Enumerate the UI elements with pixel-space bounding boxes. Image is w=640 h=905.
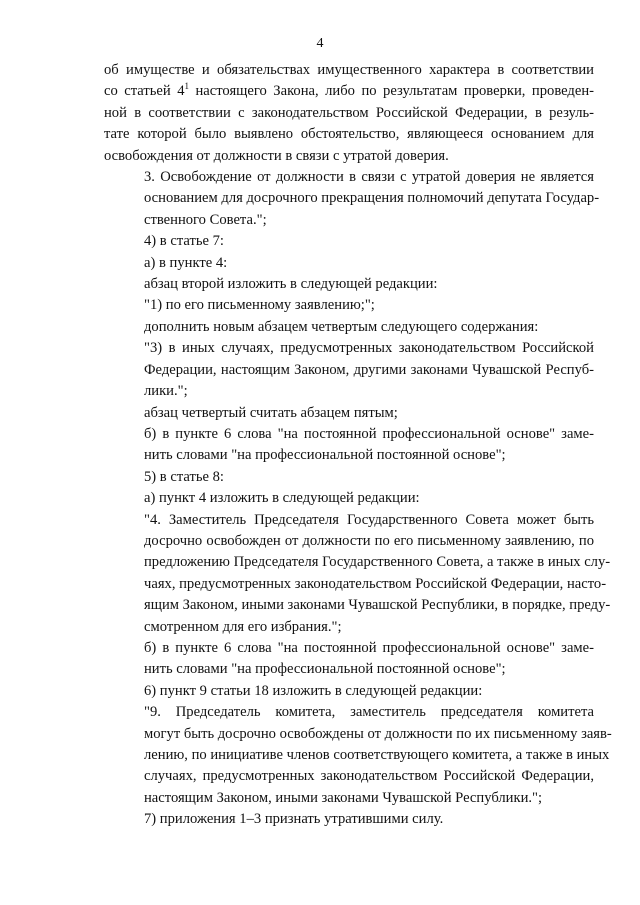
text-line: ной в соответствии с законодательством Российской Федерации, в резуль- <box>104 104 594 121</box>
text-line: настоящим Законом, иными законами Чувашской Республики."; <box>144 789 543 806</box>
paragraph <box>104 338 594 402</box>
paragraph <box>104 681 594 702</box>
text-line: 5) в статье 8: <box>144 468 224 485</box>
paragraph <box>104 317 594 338</box>
text-line: б) в пункте 6 слова "на постоянной профессиональной основе" заме- <box>144 639 594 656</box>
paragraph <box>104 702 612 809</box>
text-line: "1) по его письменному заявлению;"; <box>144 297 375 314</box>
text-line: смотренном для его избрания."; <box>144 618 342 635</box>
text-line: Федерации, настоящим Законом, другими законами Чувашской Респуб- <box>144 361 594 378</box>
paragraph <box>104 809 594 830</box>
page-number: 4 <box>316 36 324 51</box>
text-line: об имуществе и обязательствах имущественного характера в соответствии <box>104 62 594 78</box>
text-line: освобождения от должности в связи с утратой доверия. <box>104 147 449 164</box>
text-line: тате которой было выявлено обстоятельство, являющееся основанием для <box>104 126 594 143</box>
text-line: нить словами "на профессиональной постоянной основе"; <box>144 661 506 678</box>
text-line: а) в пункте 4: <box>144 254 228 271</box>
paragraph <box>104 488 594 509</box>
paragraph <box>104 424 594 467</box>
text-line: могут быть досрочно освобождены от должности по их письменному заяв- <box>144 725 612 742</box>
text-line: чаях, предусмотренных законодательством Российской Федерации, насто- <box>144 575 607 592</box>
paragraph <box>104 231 594 252</box>
text-line: досрочно освобожден от должности по его письменному заявлению, по <box>144 532 594 549</box>
text-line: а) пункт 4 изложить в следующей редакции: <box>144 490 420 507</box>
text-line: "9. Председатель комитета, заместитель председателя комитета <box>144 704 594 721</box>
paragraph <box>104 60 594 167</box>
text-line: предложению Председателя Государственного Совета, а также в иных слу- <box>144 554 611 571</box>
text-line: 7) приложения 1–3 признать утратившими силу. <box>144 811 444 828</box>
paragraph <box>104 274 594 295</box>
text-line: "3) в иных случаях, предусмотренных законодательством Российской <box>144 340 594 357</box>
text-line: б) в пункте 6 слова "на постоянной профессиональной основе" заме- <box>144 425 594 442</box>
text-line: лению, по инициативе членов соответствующего комитета, а также в иных <box>144 747 610 763</box>
text-line: "4. Заместитель Председателя Государственного Совета может быть <box>144 511 594 528</box>
text-line: абзац четвертый считать абзацем пятым; <box>144 404 398 421</box>
text-line: основанием для досрочного прекращения полномочий депутата Государ- <box>144 190 600 207</box>
text-line: лики."; <box>144 383 188 400</box>
paragraph <box>104 638 594 681</box>
paragraph <box>104 467 594 488</box>
paragraph <box>104 295 594 316</box>
text-line: дополнить новым абзацем четвертым следующего содержания: <box>144 318 539 335</box>
text-line: со статьей $4^1$ настоящего Закона, либо по результатам проверки, проведен- <box>104 81 594 100</box>
paragraph <box>104 510 611 638</box>
text-line: ящим Законом, иными законами Чувашской Республики, в порядке, преду- <box>144 597 611 614</box>
paragraph <box>104 253 594 274</box>
paragraph <box>104 167 600 231</box>
document-body <box>104 60 612 831</box>
text-line: случаях, предусмотренных законодательством Российской Федерации, <box>144 768 594 785</box>
text-line: нить словами "на профессиональной постоянной основе"; <box>144 447 506 464</box>
text-line: 3. Освобождение от должности в связи с утратой доверия не является <box>144 169 594 186</box>
paragraph <box>104 403 594 424</box>
text-line: ственного Совета."; <box>144 211 267 228</box>
text-line: абзац второй изложить в следующей редакции: <box>144 276 438 293</box>
text-line: 6) пункт 9 статьи 18 изложить в следующей редакции: <box>144 682 483 699</box>
text-line: 4) в статье 7: <box>144 233 224 250</box>
